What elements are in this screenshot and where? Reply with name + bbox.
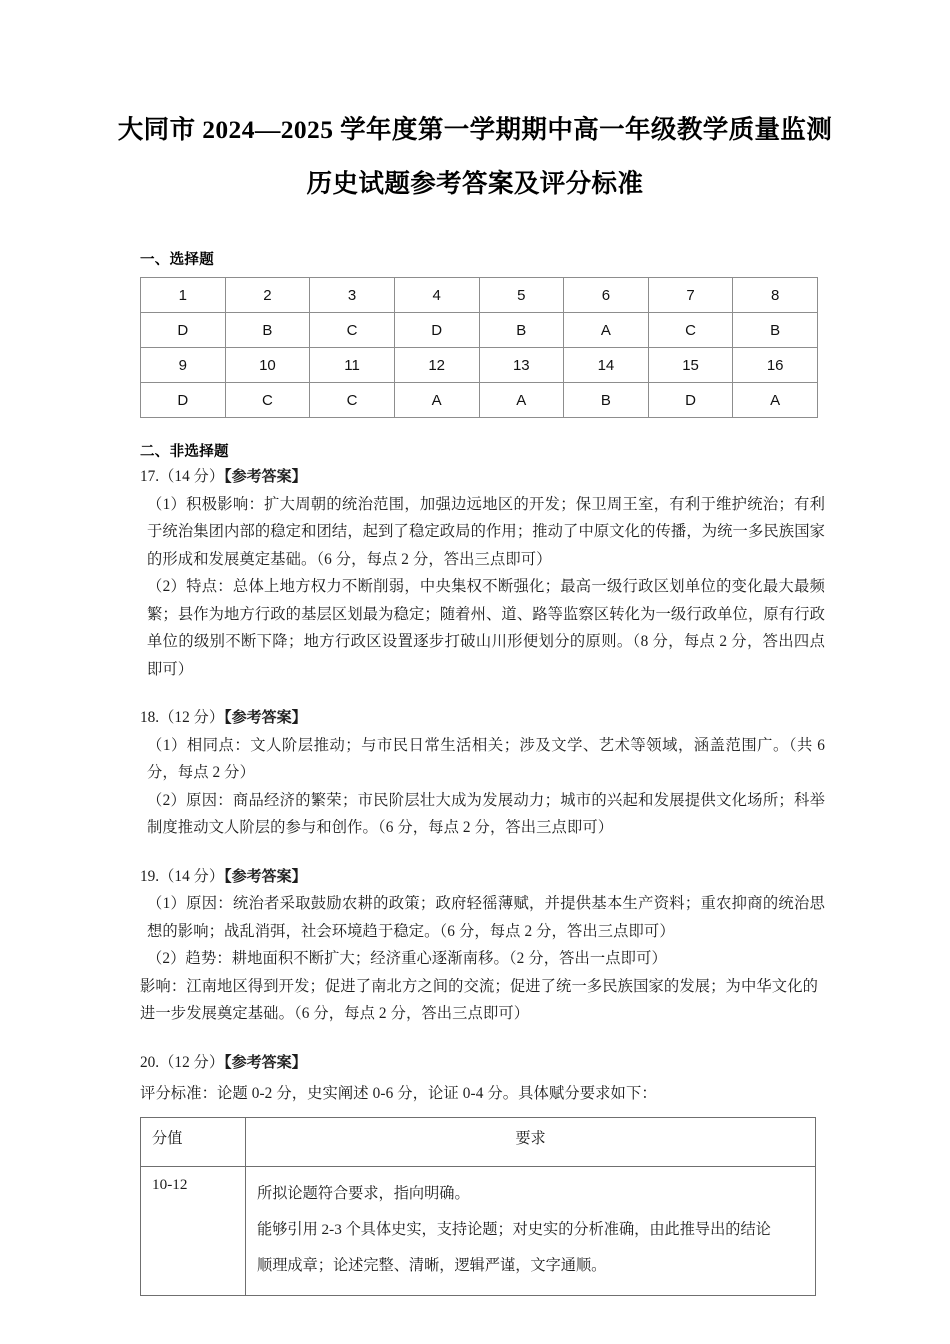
table-cell: C <box>310 383 395 418</box>
question-18-answer-part-1: （1）相同点：文人阶层推动；与市民日常生活相关；涉及文学、艺术等领域，涵盖范围广。（共 6 分，每点 2 分） <box>147 736 825 781</box>
table-row <box>141 348 818 383</box>
table-cell: A <box>479 383 564 418</box>
rubric-requirement-line: 顺理成章；论述完整、清晰，逻辑严谨，文字通顺。 <box>257 1256 607 1274</box>
rubric-requirement-cell <box>246 1166 816 1295</box>
question-20-header <box>140 1049 818 1077</box>
rubric-table-wrapper <box>140 1117 950 1296</box>
spacer <box>0 842 950 863</box>
spacer <box>0 683 950 704</box>
question-17-answer-part-2: （2）特点：总体上地方权力不断削弱，中央集权不断强化；最高一级行政区划单位的变化最大最频繁；县作为地方行政的基层区划最为稳定；随着州、道、路等监察区转化为一级行政单位，原有行政单位的级别不断下降；地方行政区设置逐步打破山川形便划分的原则。（8 分，每点 2 分，答出四点即可） <box>147 578 825 678</box>
table-cell: D <box>141 313 226 348</box>
question-18-header <box>140 704 818 732</box>
question-19-answer-impact: 影响：江南地区得到开发；促进了南北方之间的交流；促进了统一多民族国家的发展；为中华文化的进一步发展奠定基础。（6 分，每点 2 分，答出三点即可） <box>140 977 818 1022</box>
table-cell: 6 <box>564 278 649 313</box>
table-row <box>141 313 818 348</box>
question-20-reference-label: 【参考答案】 <box>224 1053 307 1071</box>
rubric-table <box>140 1117 816 1296</box>
table-cell: 15 <box>648 348 733 383</box>
table-row <box>141 278 818 313</box>
table-cell: 14 <box>564 348 649 383</box>
table-row <box>141 383 818 418</box>
question-17-header <box>140 463 818 491</box>
table-cell: D <box>648 383 733 418</box>
question-17-answer-part-1: （1）积极影响：扩大周朝的统治范围，加强边远地区的开发；保卫周王室，有利于维护统治；有利于统治集团内部的稳定和团结，起到了稳定政局的作用；推动了中原文化的传播，为统一多民族国家的形成和发展奠定基础。（6 分，每点 2 分，答出三点即可） <box>147 495 825 568</box>
question-19-answer-part-1: （1）原因：统治者采取鼓励农耕的政策；政府轻徭薄赋，并提供基本生产资料；重农抑商的统治思想的影响；战乱消弭，社会环境趋于稳定。（6 分，每点 2 分，答出三点即可） <box>147 895 825 940</box>
table-cell: 3 <box>310 278 395 313</box>
question-18-number: 18.（12 分） <box>140 709 225 726</box>
multiple-choice-answer-table-wrapper <box>140 277 950 418</box>
table-row <box>141 1117 816 1166</box>
table-cell: 9 <box>141 348 226 383</box>
table-cell: D <box>394 313 479 348</box>
table-cell: 1 <box>141 278 226 313</box>
question-17-reference-label: 【参考答案】 <box>224 468 307 485</box>
page-title-line-1: 大同市 2024—2025 学年度第一学期期中高一年级教学质量监测 <box>117 115 833 144</box>
table-cell: 8 <box>733 278 818 313</box>
table-cell: D <box>141 383 226 418</box>
spacer <box>0 1028 950 1049</box>
table-cell: 4 <box>394 278 479 313</box>
question-17-number: 17.（14 分） <box>140 468 225 485</box>
table-cell: A <box>564 313 649 348</box>
table-cell: B <box>479 313 564 348</box>
section-heading-non-multiple-choice: 二、非选择题 <box>140 444 229 460</box>
table-cell: 2 <box>225 278 310 313</box>
question-18-answer-part-2: （2）原因：商品经济的繁荣；市民阶层壮大成为发展动力；城市的兴起和发展提供文化场所；科举制度推动文人阶层的参与和创作。（6 分，每点 2 分，答出三点即可） <box>147 791 825 836</box>
question-20-number: 20.（12 分） <box>140 1053 225 1071</box>
section-heading-multiple-choice: 一、选择题 <box>140 252 214 268</box>
table-cell: A <box>394 383 479 418</box>
table-cell: C <box>310 313 395 348</box>
table-cell: 10 <box>225 348 310 383</box>
table-cell: 5 <box>479 278 564 313</box>
table-cell: 7 <box>648 278 733 313</box>
page-title-line-2: 历史试题参考答案及评分标准 <box>306 169 644 198</box>
document-title-block <box>0 0 950 206</box>
table-cell: 13 <box>479 348 564 383</box>
rubric-score-range: 10-12 <box>141 1166 246 1295</box>
question-19-reference-label: 【参考答案】 <box>224 867 307 885</box>
multiple-choice-answer-table <box>140 277 818 418</box>
question-18-reference-label: 【参考答案】 <box>224 709 307 726</box>
table-cell: B <box>564 383 649 418</box>
table-cell: B <box>733 313 818 348</box>
question-19-answer-part-2: （2）趋势：耕地面积不断扩大；经济重心逐渐南移。（2 分，答出一点即可） <box>147 950 667 967</box>
question-19-header <box>140 863 818 891</box>
table-cell: 16 <box>733 348 818 383</box>
table-cell: 12 <box>394 348 479 383</box>
rubric-header-score: 分值 <box>141 1117 246 1166</box>
table-cell: C <box>648 313 733 348</box>
table-row <box>141 1166 816 1295</box>
table-cell: 11 <box>310 348 395 383</box>
table-cell: A <box>733 383 818 418</box>
rubric-requirement-line: 所拟论题符合要求，指向明确。 <box>257 1184 470 1202</box>
question-20-scoring-criteria: 评分标准：论题 0-2 分，史实阐述 0-6 分，论证 0-4 分。具体赋分要求如下： <box>140 1085 657 1102</box>
rubric-requirement-line: 能够引用 2-3 个具体史实，支持论题；对史实的分析准确，由此推导出的结论 <box>257 1220 771 1238</box>
question-19-number: 19.（14 分） <box>140 867 225 885</box>
table-cell: B <box>225 313 310 348</box>
rubric-header-requirement: 要求 <box>246 1117 816 1166</box>
table-cell: C <box>225 383 310 418</box>
